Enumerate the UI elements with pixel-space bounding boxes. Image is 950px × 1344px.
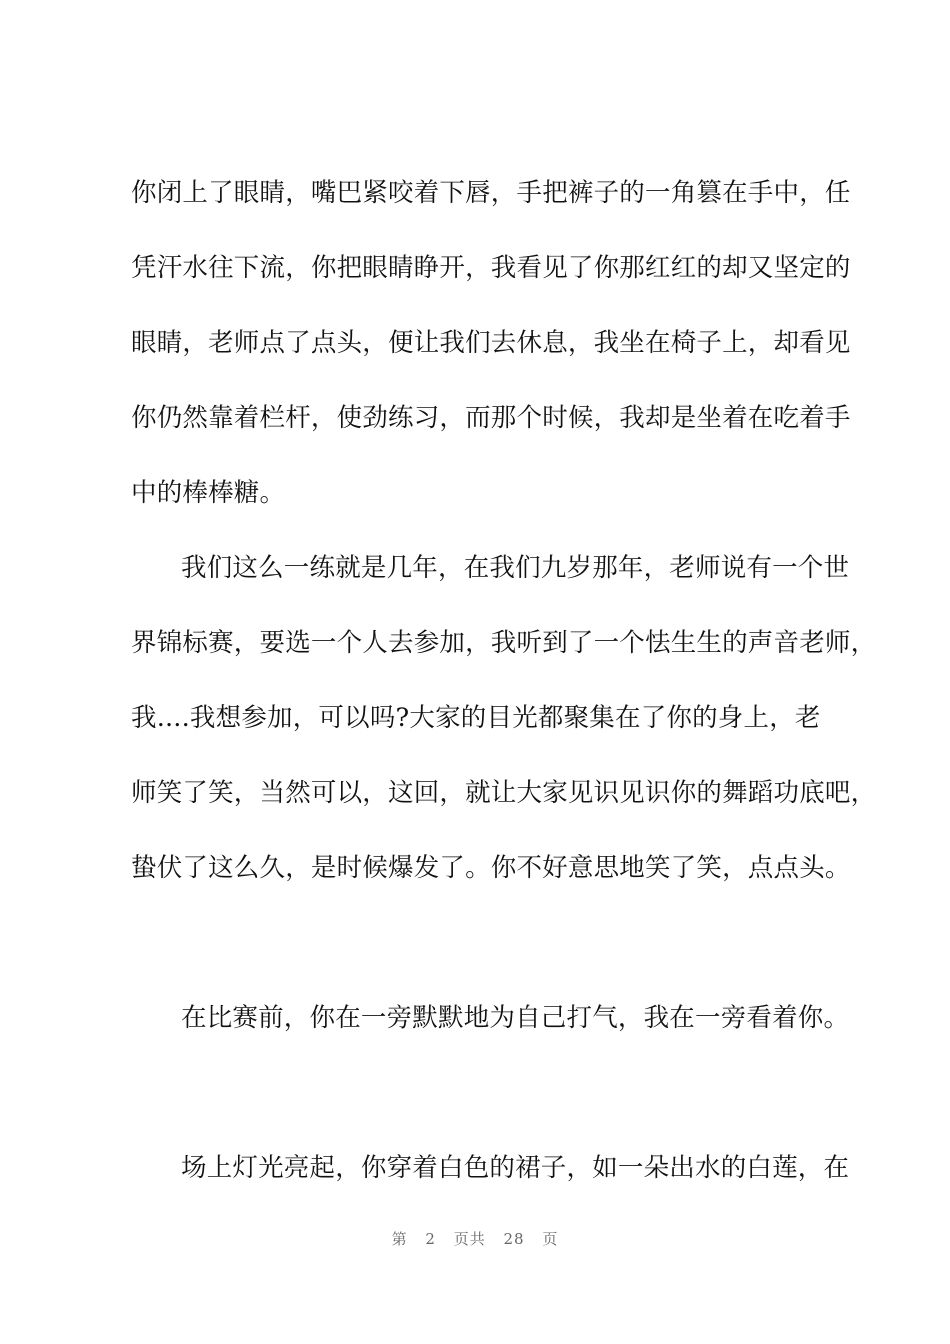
text-line-1: 你闭上了眼睛，嘴巴紧咬着下唇，手把裤子的一角篡在手中，任 [131, 178, 851, 208]
footer-prefix: 第 [391, 1230, 408, 1248]
text-line-12: 场上灯光亮起，你穿着白色的裙子，如一朵出水的白莲，在 [181, 1153, 850, 1183]
text-line-8: 我....我想参加，可以吗?大家的目光都聚集在了你的身上，老 [131, 703, 821, 733]
text-line-2: 凭汗水往下流，你把眼睛睁开，我看见了你那红红的却又坚定的 [131, 253, 851, 283]
text-line-4: 你仍然靠着栏杆，使劲练习，而那个时候，我却是坐着在吃着手 [131, 403, 851, 433]
page-footer [0, 1228, 950, 1249]
footer-total-pages: 28 [503, 1230, 525, 1248]
text-line-11: 在比赛前，你在一旁默默地为自己打气，我在一旁看着你。 [181, 1003, 850, 1033]
text-line-9: 师笑了笑，当然可以，这回，就让大家见识见识你的舞蹈功底吧， [131, 778, 877, 808]
footer-page-number: 2 [425, 1230, 436, 1248]
footer-middle: 页共 [453, 1230, 486, 1248]
text-line-10: 蛰伏了这么久，是时候爆发了。你不好意思地笑了笑，点点头。 [131, 853, 851, 883]
text-line-6: 我们这么一练就是几年，在我们九岁那年，老师说有一个世 [181, 553, 850, 583]
text-line-7: 界锦标赛，要选一个人去参加，我听到了一个怯生生的声音老师， [131, 628, 877, 658]
text-line-5: 中的棒棒糖。 [131, 478, 286, 508]
footer-suffix: 页 [542, 1230, 559, 1248]
text-line-3: 眼睛，老师点了点头，便让我们去休息，我坐在椅子上，却看见 [131, 328, 851, 358]
